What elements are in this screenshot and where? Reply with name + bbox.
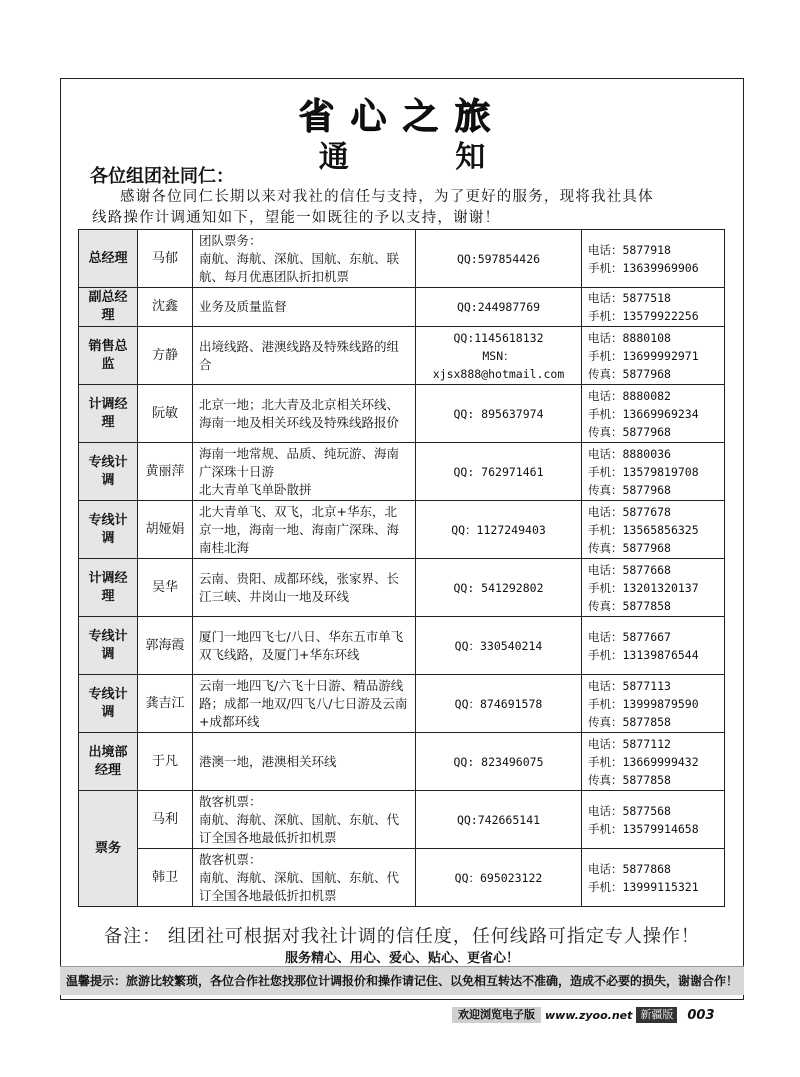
greeting: 各位组团社同仁：	[90, 166, 234, 187]
notice-heading: 通 知	[318, 140, 534, 175]
scope-cell	[193, 443, 416, 501]
scope-cell	[193, 385, 416, 443]
contact-line: 传真：5877968	[588, 366, 671, 381]
contact-line: 手机：13579819708	[588, 464, 699, 479]
role-cell: 专线计调	[79, 501, 138, 559]
name-cell: 韩卫	[138, 849, 193, 907]
qq-line: MSN：xjsx888@hotmail.com	[432, 348, 565, 381]
contact-line: 电话：8880082	[588, 388, 671, 403]
contact-line: 电话：5877112	[588, 736, 671, 751]
name-cell: 阮敏	[138, 385, 193, 443]
qq-line: QQ：330540214	[454, 638, 543, 653]
contact-line: 手机：13565856325	[588, 522, 699, 537]
scope-line: 北大青单飞、双飞，北京+华东，北京一地，海南一地、海南广深珠、海南桂北海	[199, 503, 400, 555]
scope-line: 云南一地四飞/六飞十日游、精品游线路；成都一地双/四飞八/七日游及云南+成都环线	[199, 677, 408, 729]
contact-line: 电话：5877918	[588, 242, 671, 257]
role-cell: 专线计调	[79, 617, 138, 675]
table-row	[79, 288, 725, 327]
contact-line: 传真：5877858	[588, 598, 671, 613]
intro-line-2: 线路操作计调通知如下，望能一如既往的予以支持，谢谢！	[92, 210, 501, 226]
scope-line: 北大青单飞单卧散拼	[199, 481, 312, 497]
contact-cell	[582, 675, 725, 733]
scope-line: 南航、海航、深航、国航、东航、代订全国各地最低折扣机票	[199, 811, 400, 845]
table-row	[79, 675, 725, 733]
qq-cell	[416, 675, 582, 733]
contact-line: 手机：13639969906	[588, 260, 699, 275]
qq-cell	[416, 501, 582, 559]
qq-line: QQ：874691578	[454, 696, 543, 711]
qq-cell	[416, 849, 582, 907]
scope-line: 南航、海航、深航、国航、东航、联航、每月优惠团队折扣机票	[199, 250, 400, 284]
qq-cell	[416, 559, 582, 617]
name-cell: 龚吉江	[138, 675, 193, 733]
contact-line: 传真：5877968	[588, 540, 671, 555]
scope-line: 散客机票：	[199, 851, 262, 867]
table-row	[79, 501, 725, 559]
scope-line: 港澳一地，港澳相关环线	[199, 753, 337, 769]
qq-line: QQ:1145618132	[453, 330, 544, 345]
scope-cell	[193, 288, 416, 327]
contact-cell	[582, 849, 725, 907]
scope-cell	[193, 675, 416, 733]
name-cell: 胡娅娟	[138, 501, 193, 559]
qq-cell	[416, 733, 582, 791]
scope-cell	[193, 849, 416, 907]
table-row	[79, 327, 725, 385]
scope-cell	[193, 733, 416, 791]
contact-line: 手机：13579914658	[588, 821, 699, 836]
qq-cell	[416, 791, 582, 849]
scope-line: 云南、贵阳、成都环线，张家界、长江三峡、井岗山一地及环线	[199, 570, 400, 604]
contact-cell	[582, 288, 725, 327]
contact-line: 电话：5877868	[588, 861, 671, 876]
scope-line: 散客机票：	[199, 793, 262, 809]
footer-welcome: 欢迎浏览电子版	[452, 1007, 541, 1023]
contact-line: 电话：8880108	[588, 330, 671, 345]
intro-paragraph	[92, 187, 722, 229]
name-cell: 马利	[138, 791, 193, 849]
table-row	[79, 791, 725, 849]
contact-line: 电话：8880036	[588, 446, 671, 461]
page-title: 省心之旅	[297, 96, 506, 137]
scope-cell	[193, 617, 416, 675]
qq-line: QQ: 762971461	[453, 464, 544, 479]
contact-cell	[582, 230, 725, 288]
scope-line: 业务及质量监督	[199, 299, 287, 314]
scope-line: 厦门一地四飞七/八日、华东五市单飞双飞线路，及厦门+华东环线	[199, 628, 404, 662]
contact-line: 电话：5877518	[588, 291, 671, 305]
warm-tip-banner: 温馨提示：旅游比较繁琐，各位合作社您找那位计调报价和操作请记住、以免相互转达不准确，造成不必要的损失，谢谢合作！	[60, 966, 744, 995]
contact-cell	[582, 559, 725, 617]
contact-line: 电话：5877568	[588, 803, 671, 818]
name-cell: 黄丽萍	[138, 443, 193, 501]
scope-cell	[193, 791, 416, 849]
table-row	[79, 617, 725, 675]
contact-line: 手机：13699992971	[588, 348, 699, 363]
name-cell: 方静	[138, 327, 193, 385]
scope-cell	[193, 230, 416, 288]
qq-line: QQ:244987769	[456, 300, 541, 314]
qq-line: QQ: 823496075	[453, 754, 544, 769]
footer-site-link[interactable]: www.zyoo.net	[545, 1008, 633, 1022]
scope-line: 团队票务：	[199, 232, 262, 248]
table-row	[79, 733, 725, 791]
contact-line: 电话：5877667	[588, 629, 671, 644]
page-number: 003	[687, 1007, 715, 1023]
contact-line: 传真：5877858	[588, 714, 671, 729]
contact-line: 手机：13139876544	[588, 647, 699, 662]
staff-table	[78, 229, 725, 907]
name-cell: 郭海霞	[138, 617, 193, 675]
contact-cell	[582, 733, 725, 791]
contact-line: 电话：5877113	[588, 678, 671, 693]
qq-line: QQ:742665141	[456, 812, 541, 827]
service-slogan: 服务精心、用心、爱心、贴心、更省心！	[284, 951, 519, 966]
contact-line: 传真：5877968	[588, 482, 671, 497]
qq-line: QQ：1127249403	[451, 522, 546, 537]
table-row	[79, 849, 725, 907]
name-cell: 马郁	[138, 230, 193, 288]
intro-line-1: 感谢各位同仁长期以来对我社的信任与支持，为了更好的服务，现将我社具体	[120, 189, 654, 205]
table-row	[79, 385, 725, 443]
qq-cell	[416, 443, 582, 501]
contact-cell	[582, 443, 725, 501]
contact-cell	[582, 617, 725, 675]
scope-cell	[193, 327, 416, 385]
role-cell: 副总经理	[79, 288, 138, 327]
role-cell: 计调经理	[79, 559, 138, 617]
contact-line: 手机：13201320137	[588, 580, 699, 595]
footer-edition: 新疆版	[636, 1007, 677, 1023]
scope-cell	[193, 559, 416, 617]
qq-cell	[416, 230, 582, 288]
role-cell: 出境部经理	[79, 733, 138, 791]
contact-line: 手机：13579922256	[588, 309, 699, 323]
qq-cell	[416, 385, 582, 443]
qq-cell	[416, 327, 582, 385]
contact-cell	[582, 327, 725, 385]
contact-line: 电话：5877678	[588, 504, 671, 519]
role-cell: 总经理	[79, 230, 138, 288]
qq-line: QQ: 541292802	[453, 580, 544, 595]
table-row	[79, 559, 725, 617]
contact-line: 手机：13999115321	[588, 879, 699, 894]
qq-line: QQ: 895637974	[453, 406, 544, 421]
table-row	[79, 443, 725, 501]
remark-note: 备注： 组团社可根据对我社计调的信任度，任何线路可指定专人操作！	[104, 926, 700, 947]
name-cell: 吴华	[138, 559, 193, 617]
scope-line: 出境线路、港澳线路及特殊线路的组合	[199, 338, 400, 372]
scope-line: 南航、海航、深航、国航、东航、代订全国各地最低折扣机票	[199, 869, 400, 903]
contact-line: 手机：13669969234	[588, 406, 699, 421]
contact-line: 传真：5877858	[588, 772, 671, 787]
name-cell: 于凡	[138, 733, 193, 791]
role-cell: 销售总监	[79, 327, 138, 385]
qq-cell	[416, 617, 582, 675]
scope-line: 北京一地；北大青及北京相关环线、海南一地及相关环线及特殊线路报价	[199, 396, 400, 430]
contact-line: 传真：5877968	[588, 424, 671, 439]
contact-cell	[582, 791, 725, 849]
qq-cell	[416, 288, 582, 327]
contact-line: 手机：13669999432	[588, 754, 699, 769]
contact-cell	[582, 385, 725, 443]
name-cell: 沈鑫	[138, 288, 193, 327]
scope-line: 海南一地常规、品质、纯玩游、海南广深珠十日游	[199, 445, 400, 479]
page-footer	[452, 1007, 715, 1023]
qq-line: QQ:597854426	[456, 251, 541, 266]
role-cell-tickets: 票务	[79, 791, 138, 907]
contact-cell	[582, 501, 725, 559]
table-row	[79, 230, 725, 288]
role-cell: 专线计调	[79, 675, 138, 733]
role-cell: 专线计调	[79, 443, 138, 501]
role-cell: 计调经理	[79, 385, 138, 443]
contact-line: 手机：13999879590	[588, 696, 699, 711]
scope-cell	[193, 501, 416, 559]
contact-line: 电话：5877668	[588, 562, 671, 577]
qq-line: QQ：695023122	[454, 870, 543, 885]
